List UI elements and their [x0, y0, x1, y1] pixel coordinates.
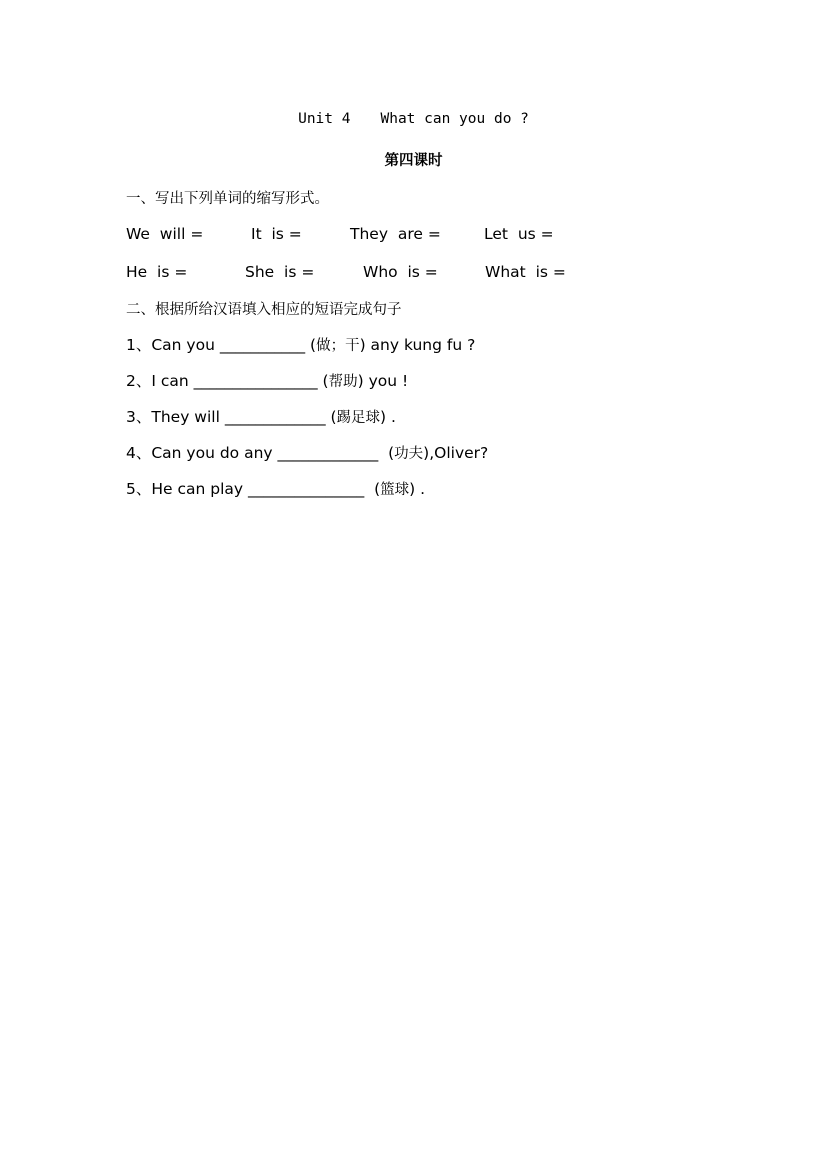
word-it-is: It is = [251, 225, 302, 243]
sentence-4 [126, 441, 488, 463]
section2-heading: 二、根据所给汉语填入相应的短语完成句子 [126, 302, 402, 318]
sentence-3-pre: 3、They will _____________ ( [126, 408, 337, 426]
sentence-5 [126, 477, 425, 499]
word-he-is: He is = [126, 263, 188, 281]
word-we-will: We will = [126, 225, 204, 243]
word-she-is: She is = [245, 263, 315, 281]
sentence-1 [126, 333, 475, 355]
sentence-2-hint: 帮助 [328, 374, 358, 390]
word-who-is: Who is = [363, 263, 438, 281]
sentence-3-post: ) . [380, 408, 396, 426]
sentence-4-post: ),Oliver? [423, 444, 489, 462]
sentence-5-post: ) . [409, 480, 426, 498]
sentence-2-pre: 2、I can ________________ ( [126, 372, 329, 390]
unit-label: Unit 4 [298, 111, 351, 127]
word-row-1 [126, 225, 646, 245]
sentence-5-hint: 篮球 [380, 482, 410, 498]
page-title [0, 111, 827, 127]
sentence-5-pre: 5、He can play _______________ ( [126, 480, 381, 498]
sentence-3 [126, 405, 396, 427]
sentence-4-pre: 4、Can you do any _____________ ( [126, 444, 395, 462]
word-row-2 [126, 263, 646, 283]
sentence-3-hint: 踢足球 [336, 410, 381, 426]
sentence-1-post: ) any kung fu ? [359, 336, 476, 354]
word-they-are: They are = [350, 225, 441, 243]
section1-heading: 一、写出下列单词的缩写形式。 [126, 191, 329, 207]
sentence-1-pre: 1、Can you ___________ ( [126, 336, 317, 354]
lesson-subtitle: 第四课时 [384, 152, 443, 169]
sentence-2 [126, 369, 408, 391]
sentence-1-hint: 做；干 [316, 338, 360, 354]
lesson-question: What can you do ? [380, 111, 529, 127]
word-let-us: Let us = [484, 225, 554, 243]
sentence-4-hint: 功夫 [394, 446, 424, 462]
sentence-2-post: ) you ! [357, 372, 409, 390]
word-what-is: What is = [485, 263, 566, 281]
